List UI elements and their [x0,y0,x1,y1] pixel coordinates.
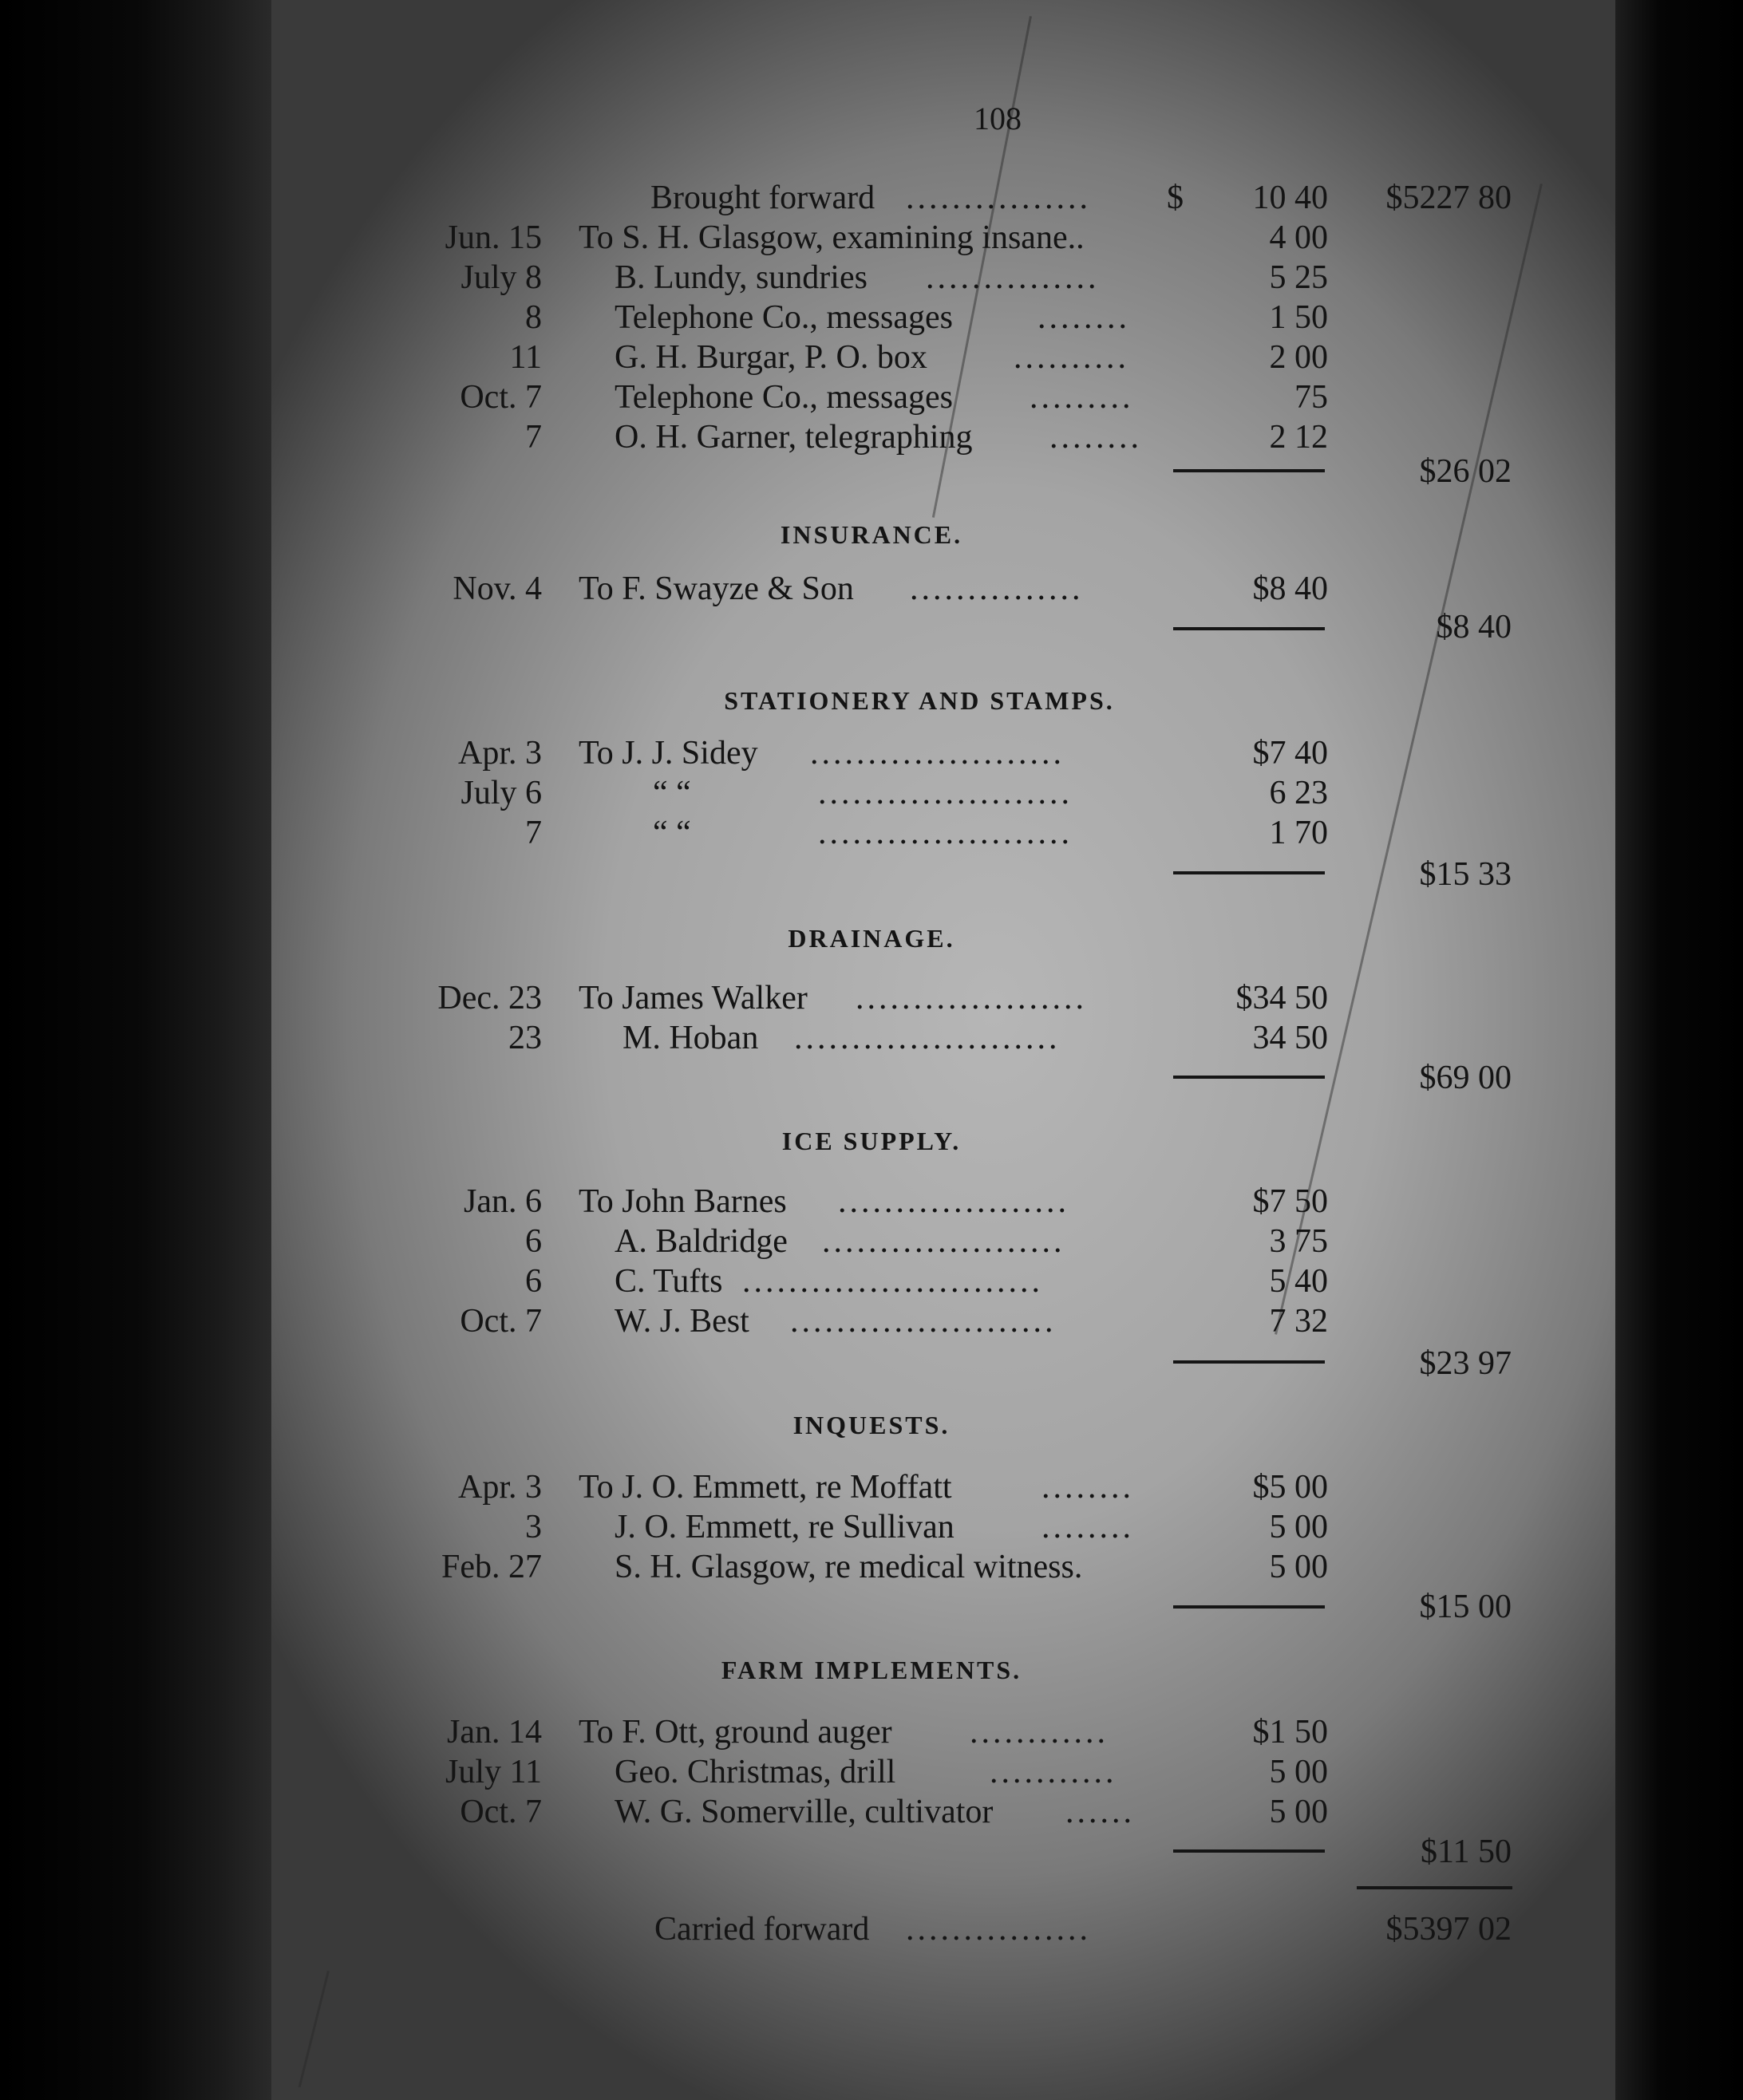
ledger-entry [0,1791,1743,1833]
ledger-entry [0,977,1743,1019]
entry-date: Jan. 6 [464,1183,542,1220]
entry-description: Geo. Christmas, drill [615,1754,896,1790]
entry-amount: 4 00 [1269,219,1328,256]
dollar-sign: $ [1167,180,1184,216]
section-heading: STATIONERY AND STAMPS. [724,686,1115,715]
carried-forward-label: Carried forward [654,1911,870,1948]
ledger-entry [0,1261,1743,1302]
entry-description: To John Barnes [579,1183,787,1220]
entry-description: To J. O. Emmett, re Moffatt [579,1469,952,1506]
brought-forward-row [0,177,1743,219]
entry-date: Jan. 14 [447,1714,542,1751]
entry-description: W. G. Somerville, cultivator [615,1794,994,1830]
ledger-entry [0,337,1743,378]
ledger-entry [0,732,1743,774]
entry-description: Telephone Co., messages [615,379,953,416]
leader-dots: ........... [990,1754,1117,1790]
leader-dots: ........ [1041,1509,1134,1545]
ledger-entry [0,1546,1743,1588]
section-total: $8 40 [1436,609,1512,645]
section-heading: INQUESTS. [792,1411,951,1439]
entry-date: Apr. 3 [458,735,542,772]
entry-amount: 5 00 [1269,1509,1328,1545]
leader-dots: .......................... [742,1263,1043,1300]
ledger-entry [0,297,1743,338]
entry-amount: 7 32 [1269,1303,1328,1340]
entry-date: Nov. 4 [453,570,542,607]
subtotal-row [0,1343,1743,1384]
entry-date: Apr. 3 [458,1469,542,1506]
entry-date: 7 [525,419,542,456]
entry-date: July 11 [445,1754,542,1790]
entry-description: To James Walker [579,980,808,1016]
leader-dots: .................... [856,980,1087,1016]
entry-amount: 5 40 [1269,1263,1328,1300]
ledger-entry [0,1221,1743,1262]
leader-dots: ...................... [818,775,1073,811]
entry-description: J. O. Emmett, re Sullivan [615,1509,955,1545]
entry-description: A. Baldridge [615,1223,788,1260]
entry-amount: 5 25 [1269,259,1328,296]
entry-description: S. H. Glasgow, re medical witness. [615,1549,1083,1585]
ledger-entry [0,1506,1743,1548]
entry-amount: 34 50 [1252,1020,1328,1056]
section-total: $69 00 [1419,1060,1512,1096]
leader-dots: ................ [906,180,1091,216]
entry-date: 23 [508,1020,542,1056]
ledger-entry [0,1017,1743,1059]
entry-date: Oct. 7 [460,1794,542,1830]
ledger-entry [0,568,1743,610]
entry-amount: 5 00 [1269,1549,1328,1585]
section-total: $11 50 [1421,1834,1512,1870]
subtotal-row [0,1831,1743,1873]
entry-amount: $34 50 [1235,980,1328,1016]
leader-dots: ............ [970,1714,1109,1751]
carried-forward-row [0,1909,1743,1950]
entry-date: 8 [525,299,542,336]
brought-forward-amount: 10 40 [1252,180,1328,216]
entry-description: B. Lundy, sundries [615,259,868,296]
subtotal-row [0,1057,1743,1099]
section-heading: FARM IMPLEMENTS. [721,1656,1022,1684]
ledger-entry [0,1751,1743,1793]
entry-date: 11 [509,339,542,376]
section-total: $15 00 [1419,1589,1512,1625]
ledger-entry [0,1181,1743,1222]
leader-dots: ...................... [810,735,1065,772]
entry-date: Jun. 15 [445,219,542,256]
ledger-entry [0,1301,1743,1342]
entry-description: “ “ [653,815,691,851]
entry-date: Feb. 27 [441,1549,542,1585]
entry-date: 6 [525,1223,542,1260]
leader-dots: ..................... [822,1223,1065,1260]
leader-dots: ...................... [818,815,1073,851]
entry-amount: 1 50 [1269,299,1328,336]
entry-amount: $7 50 [1252,1183,1328,1220]
ledger-entry [0,1466,1743,1508]
subtotal-row [0,606,1743,648]
entry-description: “ “ [653,775,691,811]
grand-total-rule [1357,1886,1512,1889]
entry-amount: $5 00 [1252,1469,1328,1506]
entry-date: Dec. 23 [437,980,542,1016]
subtotal-row [0,854,1743,895]
entry-amount: $1 50 [1252,1714,1328,1751]
entry-description: To F. Ott, ground auger [579,1714,892,1751]
entry-amount: 1 70 [1269,815,1328,851]
leader-dots: ........ [1041,1469,1134,1506]
leader-dots: ...... [1065,1794,1135,1830]
entry-amount: 2 00 [1269,339,1328,376]
leader-dots: ......... [1030,379,1134,416]
entry-amount: 75 [1294,379,1328,416]
ledger-entry [0,217,1743,259]
entry-amount: $8 40 [1252,570,1328,607]
entry-date: 7 [525,815,542,851]
section-heading: DRAINAGE. [788,924,955,953]
leader-dots: .......... [1014,339,1129,376]
entry-description: C. Tufts [615,1263,723,1300]
subtotal-row [0,1586,1743,1628]
section-total: $15 33 [1419,856,1512,893]
entry-description: O. H. Garner, telegraphing [615,419,973,456]
entry-amount: 2 12 [1269,419,1328,456]
ledger-entry [0,257,1743,298]
entry-date: July 6 [460,775,542,811]
leader-dots: ....................... [794,1020,1061,1056]
entry-description: M. Hoban [622,1020,759,1056]
ledger-entry [0,772,1743,814]
leader-dots: ................ [906,1911,1091,1948]
entry-date: Oct. 7 [460,1303,542,1340]
entry-date: 3 [525,1509,542,1545]
entry-amount: 6 23 [1269,775,1328,811]
entry-amount: 5 00 [1269,1754,1328,1790]
entry-description: Telephone Co., messages [615,299,953,336]
section-heading: ICE SUPPLY. [781,1127,962,1155]
entry-date: Oct. 7 [460,379,542,416]
entry-description: W. J. Best [615,1303,749,1340]
entry-date: July 8 [460,259,542,296]
carried-forward-total: $5397 02 [1385,1911,1512,1948]
entry-description: To F. Swayze & Son [579,570,854,607]
leader-dots: ............... [910,570,1084,607]
section-total: $26 02 [1419,453,1512,490]
leader-dots: ........ [1038,299,1130,336]
leader-dots: ....................... [790,1303,1057,1340]
entry-amount: $7 40 [1252,735,1328,772]
entry-description: To S. H. Glasgow, examining insane.. [579,219,1085,256]
leader-dots: ........ [1049,419,1142,456]
subtotal-row [0,451,1743,492]
ledger-entry [0,1711,1743,1753]
ledger-entry [0,377,1743,418]
brought-forward-total: $5227 80 [1385,180,1512,216]
entry-date: 6 [525,1263,542,1300]
page-number: 108 [974,101,1022,136]
leader-dots: ............... [926,259,1100,296]
brought-forward-label: Brought forward [650,180,875,216]
leader-dots: .................... [838,1183,1069,1220]
entry-description: G. H. Burgar, P. O. box [615,339,927,376]
entry-amount: 3 75 [1269,1223,1328,1260]
ledger-entry [0,812,1743,854]
section-heading: INSURANCE. [780,520,963,549]
entry-amount: 5 00 [1269,1794,1328,1830]
section-total: $23 97 [1419,1345,1512,1382]
entry-description: To J. J. Sidey [579,735,758,772]
